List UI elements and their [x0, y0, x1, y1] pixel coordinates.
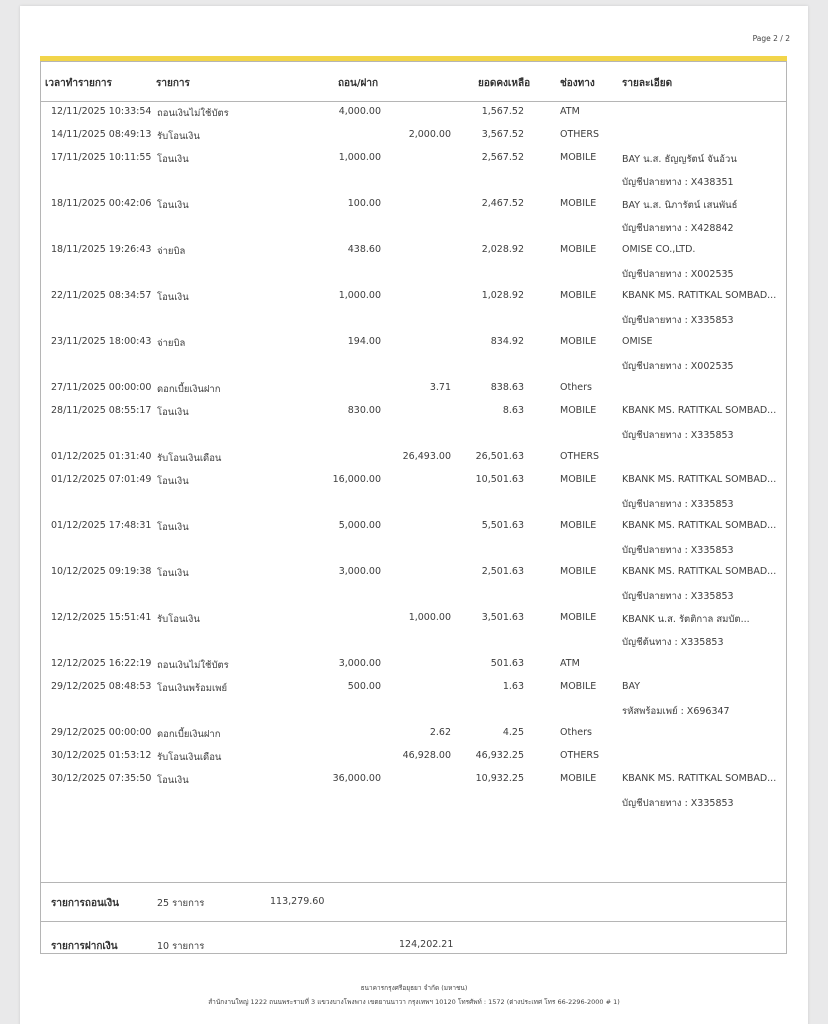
row-detail-account: บัญชีปลายทาง : X335853: [622, 545, 734, 556]
row-withdraw: 500.00: [347, 681, 381, 692]
row-time: 30/12/2025 01:53:12: [51, 750, 152, 761]
deposit-summary-label: รายการฝากเงิน: [51, 941, 118, 952]
row-channel: MOBILE: [560, 681, 597, 692]
row-balance: 2,501.63: [481, 566, 524, 577]
row-time: 28/11/2025 08:55:17: [51, 405, 152, 416]
row-time: 30/12/2025 07:35:50: [51, 773, 152, 784]
row-balance: 46,932.25: [475, 750, 524, 761]
row-channel: MOBILE: [560, 474, 597, 485]
row-detail: KBANK MS. RATITKAL SOMBAD...: [622, 773, 777, 784]
row-detail-account: บัญชีต้นทาง : X335853: [622, 637, 724, 648]
row-detail: KBANK MS. RATITKAL SOMBAD...: [622, 566, 777, 577]
row-deposit: 26,493.00: [402, 451, 451, 462]
row-deposit: 1,000.00: [408, 612, 451, 623]
row-item: โอนเงิน: [157, 154, 189, 165]
row-channel: MOBILE: [560, 566, 597, 577]
row-item: โอนเงินพร้อมเพย์: [157, 683, 228, 694]
deposit-summary-total: 124,202.21: [399, 939, 454, 950]
row-balance: 838.63: [490, 382, 524, 393]
row-item: ถอนเงินไม่ใช้บัตร: [157, 660, 229, 671]
transaction-table: [40, 61, 787, 954]
header-time: เวลาทำรายการ: [45, 78, 112, 89]
withdraw-summary-label: รายการถอนเงิน: [51, 898, 119, 909]
row-balance: 2,028.92: [481, 244, 524, 255]
row-channel: ATM: [560, 106, 580, 117]
row-time: 14/11/2025 08:49:13: [51, 129, 152, 140]
row-item: โอนเงิน: [157, 476, 189, 487]
row-time: 01/12/2025 17:48:31: [51, 520, 152, 531]
row-withdraw: 1,000.00: [338, 152, 381, 163]
table-header: [41, 62, 786, 102]
row-channel: MOBILE: [560, 773, 597, 784]
row-item: โอนเงิน: [157, 568, 189, 579]
row-withdraw: 830.00: [347, 405, 381, 416]
row-channel: Others: [560, 727, 592, 738]
row-channel: MOBILE: [560, 152, 597, 163]
row-item: ถอนเงินไม่ใช้บัตร: [157, 108, 229, 119]
row-withdraw: 194.00: [347, 336, 381, 347]
row-detail: KBANK MS. RATITKAL SOMBAD...: [622, 474, 777, 485]
row-detail: KBANK น.ส. รัตติกาล สมบัต...: [622, 614, 750, 625]
row-item: รับโอนเงินเดือน: [157, 752, 222, 763]
header-item: รายการ: [156, 78, 190, 89]
row-balance: 2,567.52: [481, 152, 524, 163]
row-withdraw: 4,000.00: [338, 106, 381, 117]
header-channel: ช่องทาง: [560, 78, 595, 89]
row-detail-account: บัญชีปลายทาง : X438351: [622, 177, 734, 188]
row-detail: BAY น.ส. ธัญญรัตน์ จันอ้วน: [622, 154, 737, 165]
row-detail-account: บัญชีปลายทาง : X428842: [622, 223, 734, 234]
row-channel: MOBILE: [560, 198, 597, 209]
row-balance: 1,567.52: [481, 106, 524, 117]
statement-page: [20, 6, 808, 1024]
row-time: 29/12/2025 08:48:53: [51, 681, 152, 692]
row-time: 23/11/2025 18:00:43: [51, 336, 152, 347]
row-balance: 834.92: [490, 336, 524, 347]
row-withdraw: 3,000.00: [338, 658, 381, 669]
header-balance: ยอดคงเหลือ: [478, 78, 531, 89]
row-channel: MOBILE: [560, 290, 597, 301]
row-time: 27/11/2025 00:00:00: [51, 382, 152, 393]
row-balance: 8.63: [502, 405, 524, 416]
footer-bank-name: ธนาคารกรุงศรีอยุธยา จำกัด (มหาชน): [360, 984, 468, 992]
row-item: จ่ายบิล: [157, 246, 186, 257]
row-detail: OMISE CO.,LTD.: [622, 244, 696, 255]
row-withdraw: 1,000.00: [338, 290, 381, 301]
row-balance: 10,932.25: [475, 773, 524, 784]
row-withdraw: 5,000.00: [338, 520, 381, 531]
row-detail: BAY: [622, 681, 641, 692]
row-detail-account: บัญชีปลายทาง : X002535: [622, 269, 734, 280]
row-withdraw: 438.60: [347, 244, 381, 255]
summary-divider-mid: [41, 921, 786, 922]
row-time: 18/11/2025 00:42:06: [51, 198, 152, 209]
row-time: 29/12/2025 00:00:00: [51, 727, 152, 738]
row-channel: OTHERS: [560, 129, 600, 140]
row-detail-account: รหัสพร้อมเพย์ : X696347: [622, 706, 730, 717]
row-item: รับโอนเงิน: [157, 131, 200, 142]
summary-divider-top: [41, 882, 786, 883]
row-detail-account: บัญชีปลายทาง : X335853: [622, 798, 734, 809]
row-channel: ATM: [560, 658, 580, 669]
row-detail-account: บัญชีปลายทาง : X002535: [622, 361, 734, 372]
row-time: 12/11/2025 10:33:54: [51, 106, 152, 117]
row-deposit: 2.62: [429, 727, 451, 738]
row-detail: OMISE: [622, 336, 653, 347]
row-detail-account: บัญชีปลายทาง : X335853: [622, 499, 734, 510]
header-amount: ถอน/ฝาก: [338, 78, 379, 89]
row-detail: BAY น.ส. นิภารัตน์ เสนพันธ์: [622, 200, 738, 211]
row-channel: Others: [560, 382, 592, 393]
row-detail: KBANK MS. RATITKAL SOMBAD...: [622, 290, 777, 301]
row-item: รับโอนเงินเดือน: [157, 453, 222, 464]
row-detail-account: บัญชีปลายทาง : X335853: [622, 315, 734, 326]
row-detail: KBANK MS. RATITKAL SOMBAD...: [622, 405, 777, 416]
row-item: โอนเงิน: [157, 407, 189, 418]
row-detail: KBANK MS. RATITKAL SOMBAD...: [622, 520, 777, 531]
row-balance: 3,501.63: [481, 612, 524, 623]
row-balance: 4.25: [502, 727, 524, 738]
row-balance: 5,501.63: [481, 520, 524, 531]
row-withdraw: 3,000.00: [338, 566, 381, 577]
page-number: Page 2 / 2: [752, 34, 790, 43]
row-withdraw: 100.00: [347, 198, 381, 209]
row-channel: MOBILE: [560, 612, 597, 623]
row-channel: OTHERS: [560, 451, 600, 462]
row-item: ดอกเบี้ยเงินฝาก: [157, 729, 221, 740]
deposit-summary-count: 10 รายการ: [157, 941, 205, 952]
row-balance: 26,501.63: [475, 451, 524, 462]
withdraw-summary-total: 113,279.60: [270, 896, 325, 907]
row-time: 12/12/2025 16:22:19: [51, 658, 152, 669]
row-channel: MOBILE: [560, 244, 597, 255]
row-channel: MOBILE: [560, 336, 597, 347]
row-item: โอนเงิน: [157, 200, 189, 211]
row-item: ดอกเบี้ยเงินฝาก: [157, 384, 221, 395]
row-detail-account: บัญชีปลายทาง : X335853: [622, 430, 734, 441]
header-detail: รายละเอียด: [622, 78, 673, 89]
row-detail-account: บัญชีปลายทาง : X335853: [622, 591, 734, 602]
row-balance: 2,467.52: [481, 198, 524, 209]
row-time: 18/11/2025 19:26:43: [51, 244, 152, 255]
row-time: 01/12/2025 07:01:49: [51, 474, 152, 485]
row-balance: 10,501.63: [475, 474, 524, 485]
row-channel: MOBILE: [560, 520, 597, 531]
row-deposit: 3.71: [429, 382, 451, 393]
row-balance: 1,028.92: [481, 290, 524, 301]
footer-address: สำนักงานใหญ่ 1222 ถนนพระรามที่ 3 แขวงบางโพงพาง เขตยานนาวา กรุงเทพฯ 10120 โทรศัพท์ : 1572 (ต่างประเทศ โทร 66-2296-2000 # 1): [208, 998, 620, 1006]
row-balance: 3,567.52: [481, 129, 524, 140]
row-balance: 1.63: [502, 681, 524, 692]
row-time: 17/11/2025 10:11:55: [51, 152, 152, 163]
row-balance: 501.63: [490, 658, 524, 669]
row-channel: OTHERS: [560, 750, 600, 761]
row-item: รับโอนเงิน: [157, 614, 200, 625]
row-withdraw: 36,000.00: [332, 773, 381, 784]
row-time: 01/12/2025 01:31:40: [51, 451, 152, 462]
row-time: 22/11/2025 08:34:57: [51, 290, 152, 301]
row-item: โอนเงิน: [157, 522, 189, 533]
withdraw-summary-count: 25 รายการ: [157, 898, 205, 909]
row-item: โอนเงิน: [157, 775, 189, 786]
row-withdraw: 16,000.00: [332, 474, 381, 485]
row-deposit: 2,000.00: [408, 129, 451, 140]
row-time: 10/12/2025 09:19:38: [51, 566, 152, 577]
row-channel: MOBILE: [560, 405, 597, 416]
row-deposit: 46,928.00: [402, 750, 451, 761]
row-item: โอนเงิน: [157, 292, 189, 303]
row-time: 12/12/2025 15:51:41: [51, 612, 152, 623]
row-item: จ่ายบิล: [157, 338, 186, 349]
